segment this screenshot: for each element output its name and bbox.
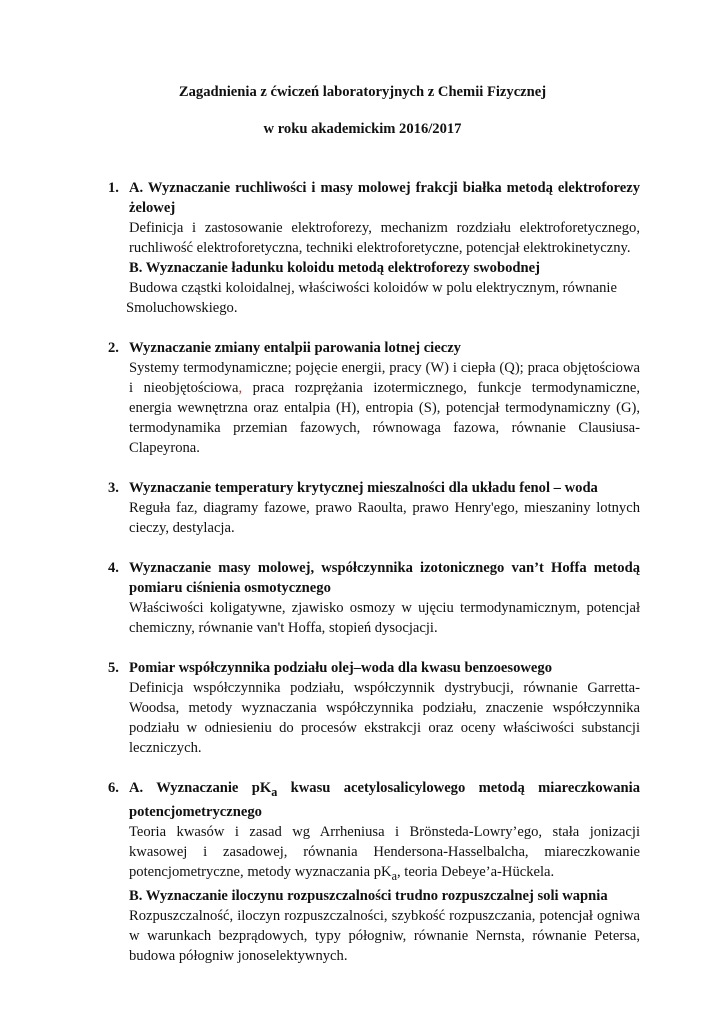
topic-item-1 <box>108 178 640 318</box>
item-number: 6. <box>108 780 119 796</box>
item-number: 4. <box>108 560 119 576</box>
item-description-part-1: Systemy termodynamiczne; pojęcie energii, pracy (W) i ciepła (Q); praca objętościowa i nieobjętościowa <box>129 360 640 396</box>
item-heading: Wyznaczanie zmiany entalpii parowania lotnej cieczy <box>129 340 461 356</box>
item-description: Właściwości koligatywne, zjawisko osmozy w ujęciu termodynamicznym, potencjał chemiczny, równanie van't Hoffa, stopień dysocjacji. <box>129 600 640 636</box>
topic-item-3 <box>108 478 640 538</box>
item-description-b <box>126 278 640 318</box>
item-description: Reguła faz, diagramy fazowe, prawo Raoulta, prawo Henry'ego, mieszaniny lotnych cieczy, destylacja. <box>129 500 640 536</box>
item-description-b-line1: Budowa cząstki koloidalnej, właściwości koloidów w polu elektrycznym, równanie <box>129 280 617 296</box>
item-number: 1. <box>108 180 119 196</box>
heading-a-part-1: A. Wyznaczanie pK <box>129 780 272 796</box>
item-description-part-2: praca rozprężania izotermicznego, funkcje termodynamiczne, energia wewnętrzna oraz entalpia (H), entropia (S), potencjał termodynamiczny (G), termodynamika przemian fazowych, równowaga fazowa, równanie Clausiusa-Clapeyrona. <box>129 380 640 456</box>
description-a-part-1: Teoria kwasów i zasad wg Arrheniusa i Brönsteda-Lowry’ego, stała jonizacji kwasowej i zasadowej, równania Hendersona-Hasselbalcha, miareczkowanie potencjometryczne, metody wyznaczania pK <box>129 823 640 880</box>
heading-a-part-2: kwasu acetylosalicylowego metodą miareczkowania potencjometrycznego <box>129 780 641 820</box>
item-heading-a <box>129 778 640 822</box>
item-description-a: Definicja i zastosowanie elektroforezy, mechanizm rozdziału elektroforetycznego, ruchliwość elektroforetyczna, techniki elektroforetyczne, potencjał elektrokinetyczny. <box>129 220 640 256</box>
item-description <box>129 358 640 458</box>
page-title: Zagadnienia z ćwiczeń laboratoryjnych z Chemii Fizycznej <box>178 84 547 100</box>
topic-item-4 <box>108 558 640 638</box>
item-description-b: Rozpuszczalność, iloczyn rozpuszczalności, szybkość rozpuszczania, potencjał ogniwa w warunkach bezprądowych, typy półogniw, równanie Nernsta, równanie Petersa, budowa półogniw jonoselektywnych. <box>129 907 640 964</box>
item-number: 3. <box>108 480 119 496</box>
item-number: 2. <box>108 340 119 356</box>
description-a-part-2: , teoria Debeye’a-Hückela. <box>396 863 555 880</box>
item-heading: Wyznaczanie temperatury krytycznej mieszalności dla układu fenol – woda <box>129 480 598 496</box>
topic-item-6 <box>108 778 640 966</box>
item-heading: Wyznaczanie masy molowej, współczynnika izotonicznego van’t Hoffa metodą pomiaru ciśnienia osmotycznego <box>129 560 640 596</box>
topic-item-5 <box>108 658 640 758</box>
item-heading: Pomiar współczynnika podziału olej–woda dla kwasu benzoesowego <box>129 660 552 676</box>
item-heading-a: A. Wyznaczanie ruchliwości i masy molowej frakcji białka metodą elektroforezy żelowej <box>129 180 640 216</box>
item-heading-b: B. Wyznaczanie iloczynu rozpuszczalności trudno rozpuszczalnej soli wapnia <box>129 887 608 904</box>
topic-list <box>108 178 640 986</box>
item-description-b-line2: Smoluchowskiego. <box>126 300 238 316</box>
subscript-a: a <box>271 784 278 799</box>
item-heading-b: B. Wyznaczanie ładunku koloidu metodą elektroforezy swobodnej <box>129 260 540 276</box>
item-number: 5. <box>108 660 119 676</box>
subscript-a: a <box>391 868 397 883</box>
page-subtitle: w roku akademickim 2016/2017 <box>263 121 462 137</box>
highlighted-comma: , <box>238 380 243 396</box>
item-description: Definicja współczynnika podziału, współczynnik dystrybucji, równanie Garretta-Woodsa, metody wyznaczania współczynnika podziału, znaczenie współczynnika podziału w odniesieniu do procesów ekstrakcji oraz oceny właściwości substancji leczniczych. <box>129 680 640 756</box>
topic-item-2 <box>108 338 640 458</box>
item-description-a <box>129 822 640 886</box>
